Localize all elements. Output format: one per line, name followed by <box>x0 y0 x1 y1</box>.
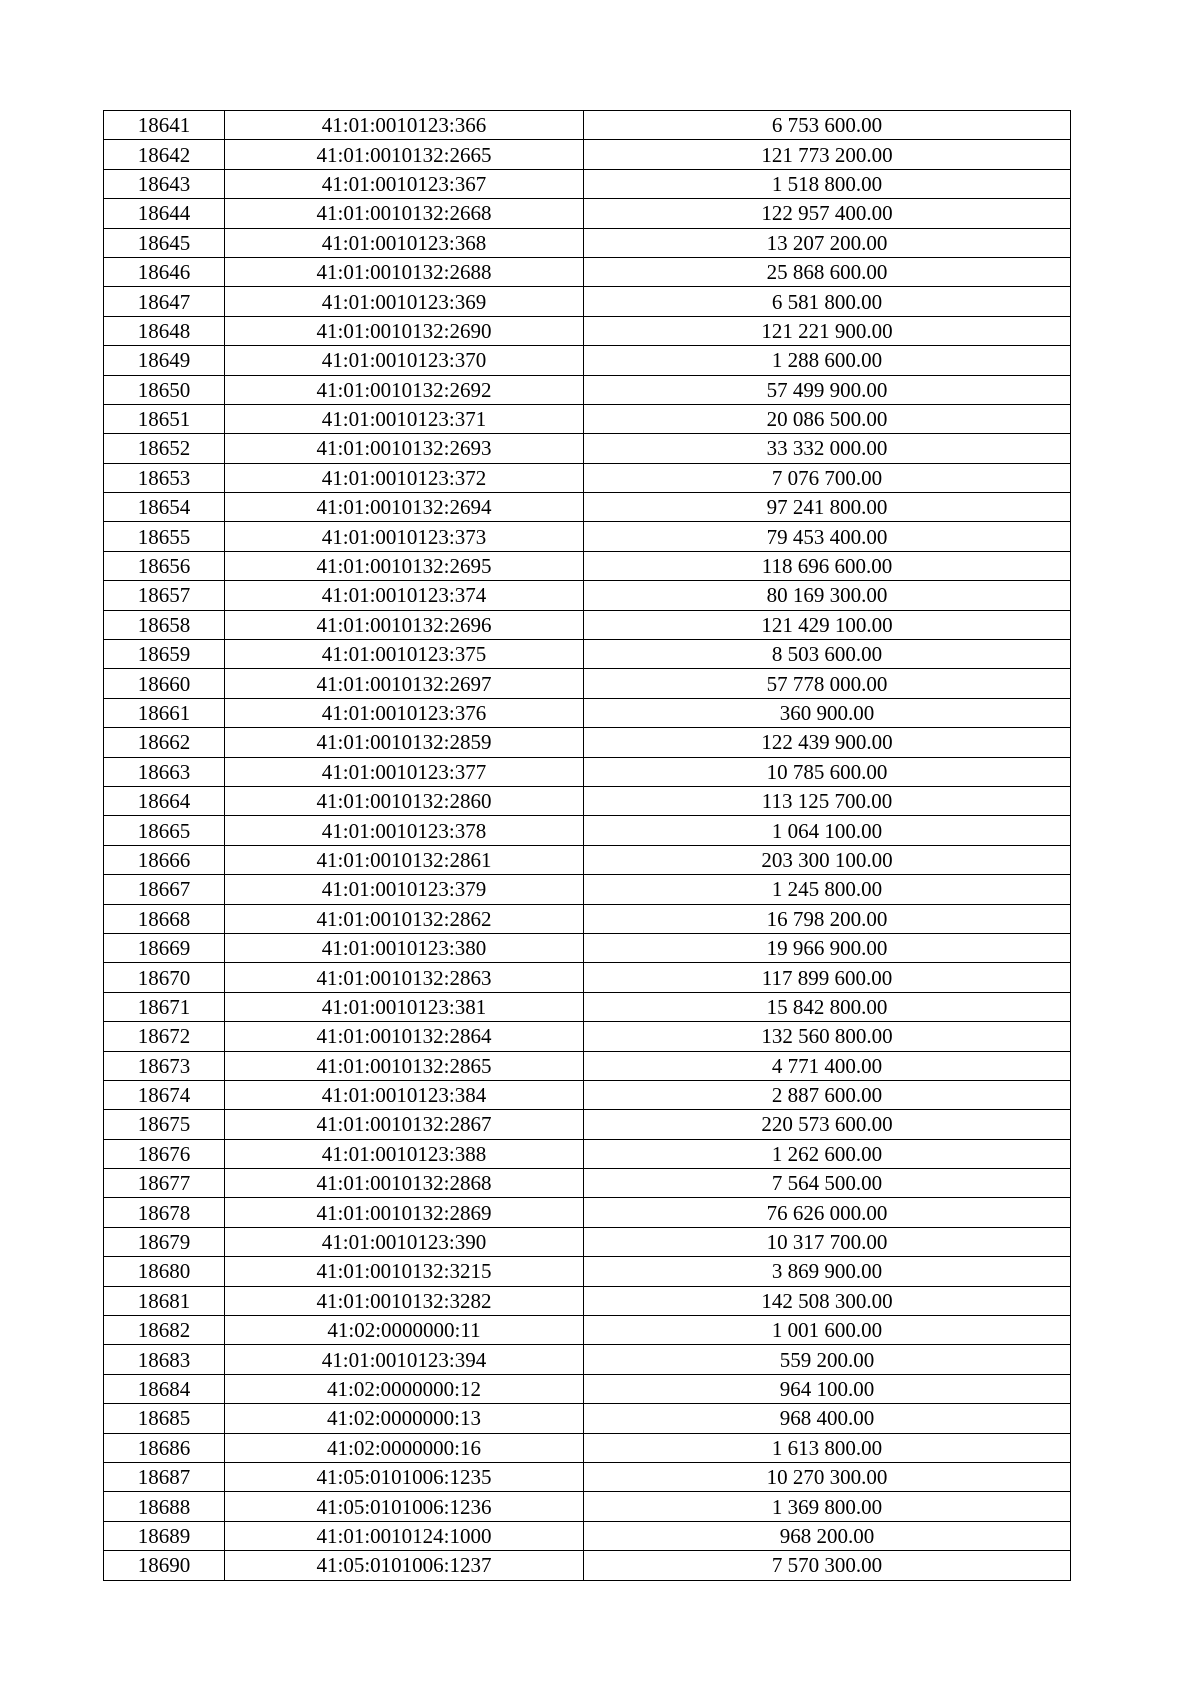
table-row <box>104 404 1071 433</box>
cadastral-value-cell: 10 270 300.00 <box>584 1462 1071 1491</box>
cadastral-value-cell: 121 429 100.00 <box>584 610 1071 639</box>
row-number-cell: 18659 <box>104 640 225 669</box>
row-number-cell: 18667 <box>104 875 225 904</box>
cadastral-value-cell: 1 001 600.00 <box>584 1316 1071 1345</box>
table-row <box>104 346 1071 375</box>
cadastral-number-cell: 41:01:0010132:2864 <box>225 1022 584 1051</box>
cadastral-number-cell: 41:01:0010123:376 <box>225 698 584 727</box>
row-number-cell: 18686 <box>104 1433 225 1462</box>
cadastral-value-cell: 4 771 400.00 <box>584 1051 1071 1080</box>
table-row <box>104 434 1071 463</box>
cadastral-value-cell: 117 899 600.00 <box>584 963 1071 992</box>
row-number-cell: 18678 <box>104 1198 225 1227</box>
cadastral-value-cell: 142 508 300.00 <box>584 1286 1071 1315</box>
cadastral-number-cell: 41:01:0010123:374 <box>225 581 584 610</box>
row-number-cell: 18665 <box>104 816 225 845</box>
table-row <box>104 140 1071 169</box>
row-number-cell: 18652 <box>104 434 225 463</box>
cadastral-value-cell: 7 076 700.00 <box>584 463 1071 492</box>
row-number-cell: 18681 <box>104 1286 225 1315</box>
table-row <box>104 640 1071 669</box>
table-row <box>104 257 1071 286</box>
cadastral-value-cell: 76 626 000.00 <box>584 1198 1071 1227</box>
row-number-cell: 18679 <box>104 1227 225 1256</box>
cadastral-value-cell: 13 207 200.00 <box>584 228 1071 257</box>
table-row <box>104 610 1071 639</box>
cadastral-value-cell: 57 778 000.00 <box>584 669 1071 698</box>
row-number-cell: 18664 <box>104 786 225 815</box>
cadastral-value-cell: 1 518 800.00 <box>584 169 1071 198</box>
row-number-cell: 18644 <box>104 199 225 228</box>
cadastral-number-cell: 41:01:0010132:2697 <box>225 669 584 698</box>
cadastral-value-cell: 559 200.00 <box>584 1345 1071 1374</box>
table-row <box>104 1286 1071 1315</box>
cadastral-value-cell: 203 300 100.00 <box>584 845 1071 874</box>
row-number-cell: 18674 <box>104 1080 225 1109</box>
row-number-cell: 18648 <box>104 316 225 345</box>
row-number-cell: 18663 <box>104 757 225 786</box>
cadastral-value-cell: 220 573 600.00 <box>584 1110 1071 1139</box>
cadastral-number-cell: 41:01:0010132:2693 <box>225 434 584 463</box>
cadastral-value-cell: 968 400.00 <box>584 1404 1071 1433</box>
row-number-cell: 18642 <box>104 140 225 169</box>
table-row <box>104 1433 1071 1462</box>
cadastral-number-cell: 41:01:0010123:384 <box>225 1080 584 1109</box>
cadastral-value-cell: 7 564 500.00 <box>584 1169 1071 1198</box>
cadastral-number-cell: 41:01:0010123:373 <box>225 522 584 551</box>
table-row <box>104 1198 1071 1227</box>
table-row <box>104 316 1071 345</box>
row-number-cell: 18641 <box>104 111 225 140</box>
cadastral-value-cell: 97 241 800.00 <box>584 493 1071 522</box>
row-number-cell: 18657 <box>104 581 225 610</box>
cadastral-number-cell: 41:02:0000000:12 <box>225 1374 584 1403</box>
row-number-cell: 18655 <box>104 522 225 551</box>
cadastral-value-cell: 6 581 800.00 <box>584 287 1071 316</box>
cadastral-number-cell: 41:01:0010132:3215 <box>225 1257 584 1286</box>
cadastral-number-cell: 41:01:0010123:366 <box>225 111 584 140</box>
table-row <box>104 1492 1071 1521</box>
cadastral-value-cell: 1 245 800.00 <box>584 875 1071 904</box>
cadastral-number-cell: 41:01:0010123:378 <box>225 816 584 845</box>
table-row <box>104 1316 1071 1345</box>
cadastral-number-cell: 41:01:0010132:2869 <box>225 1198 584 1227</box>
table-body <box>104 111 1071 1581</box>
row-number-cell: 18687 <box>104 1462 225 1491</box>
table-row <box>104 669 1071 698</box>
cadastral-number-cell: 41:01:0010123:369 <box>225 287 584 316</box>
cadastral-number-cell: 41:02:0000000:11 <box>225 1316 584 1345</box>
table-row <box>104 493 1071 522</box>
cadastral-value-cell: 1 613 800.00 <box>584 1433 1071 1462</box>
row-number-cell: 18683 <box>104 1345 225 1374</box>
row-number-cell: 18684 <box>104 1374 225 1403</box>
table-row <box>104 963 1071 992</box>
cadastral-number-cell: 41:01:0010123:370 <box>225 346 584 375</box>
cadastral-number-cell: 41:01:0010123:371 <box>225 404 584 433</box>
table-row <box>104 786 1071 815</box>
cadastral-number-cell: 41:01:0010132:2859 <box>225 728 584 757</box>
cadastral-number-cell: 41:05:0101006:1235 <box>225 1462 584 1491</box>
cadastral-number-cell: 41:01:0010123:394 <box>225 1345 584 1374</box>
cadastral-value-cell: 122 957 400.00 <box>584 199 1071 228</box>
cadastral-value-cell: 79 453 400.00 <box>584 522 1071 551</box>
cadastral-number-cell: 41:01:0010132:2696 <box>225 610 584 639</box>
cadastral-number-cell: 41:01:0010123:380 <box>225 933 584 962</box>
cadastral-value-cell: 16 798 200.00 <box>584 904 1071 933</box>
row-number-cell: 18661 <box>104 698 225 727</box>
cadastral-value-table <box>103 110 1071 1581</box>
cadastral-value-cell: 2 887 600.00 <box>584 1080 1071 1109</box>
cadastral-number-cell: 41:01:0010132:2868 <box>225 1169 584 1198</box>
cadastral-number-cell: 41:01:0010132:2668 <box>225 199 584 228</box>
table-row <box>104 169 1071 198</box>
cadastral-number-cell: 41:01:0010132:2665 <box>225 140 584 169</box>
cadastral-value-cell: 118 696 600.00 <box>584 551 1071 580</box>
table-row <box>104 228 1071 257</box>
cadastral-value-cell: 80 169 300.00 <box>584 581 1071 610</box>
cadastral-number-cell: 41:01:0010132:2861 <box>225 845 584 874</box>
table-row <box>104 875 1071 904</box>
table-row <box>104 992 1071 1021</box>
cadastral-number-cell: 41:01:0010132:2695 <box>225 551 584 580</box>
cadastral-value-cell: 3 869 900.00 <box>584 1257 1071 1286</box>
table-row <box>104 199 1071 228</box>
row-number-cell: 18688 <box>104 1492 225 1521</box>
cadastral-number-cell: 41:02:0000000:16 <box>225 1433 584 1462</box>
table-row <box>104 463 1071 492</box>
row-number-cell: 18656 <box>104 551 225 580</box>
row-number-cell: 18680 <box>104 1257 225 1286</box>
row-number-cell: 18690 <box>104 1551 225 1580</box>
cadastral-value-cell: 121 221 900.00 <box>584 316 1071 345</box>
cadastral-value-cell: 1 262 600.00 <box>584 1139 1071 1168</box>
row-number-cell: 18689 <box>104 1521 225 1550</box>
cadastral-number-cell: 41:01:0010123:381 <box>225 992 584 1021</box>
table-row <box>104 581 1071 610</box>
row-number-cell: 18662 <box>104 728 225 757</box>
table-row <box>104 1169 1071 1198</box>
cadastral-number-cell: 41:01:0010132:2690 <box>225 316 584 345</box>
row-number-cell: 18669 <box>104 933 225 962</box>
row-number-cell: 18660 <box>104 669 225 698</box>
row-number-cell: 18677 <box>104 1169 225 1198</box>
table-row <box>104 1374 1071 1403</box>
table-row <box>104 1257 1071 1286</box>
table-row <box>104 904 1071 933</box>
cadastral-value-cell: 6 753 600.00 <box>584 111 1071 140</box>
cadastral-value-cell: 360 900.00 <box>584 698 1071 727</box>
row-number-cell: 18643 <box>104 169 225 198</box>
table-row <box>104 1080 1071 1109</box>
cadastral-number-cell: 41:01:0010123:368 <box>225 228 584 257</box>
table-row <box>104 1404 1071 1433</box>
row-number-cell: 18671 <box>104 992 225 1021</box>
cadastral-value-cell: 25 868 600.00 <box>584 257 1071 286</box>
cadastral-number-cell: 41:05:0101006:1237 <box>225 1551 584 1580</box>
table-row <box>104 1521 1071 1550</box>
cadastral-value-cell: 964 100.00 <box>584 1374 1071 1403</box>
table-row <box>104 698 1071 727</box>
cadastral-number-cell: 41:01:0010132:2862 <box>225 904 584 933</box>
cadastral-value-cell: 10 317 700.00 <box>584 1227 1071 1256</box>
row-number-cell: 18675 <box>104 1110 225 1139</box>
row-number-cell: 18672 <box>104 1022 225 1051</box>
cadastral-number-cell: 41:01:0010132:2692 <box>225 375 584 404</box>
cadastral-number-cell: 41:01:0010123:390 <box>225 1227 584 1256</box>
cadastral-number-cell: 41:01:0010132:2860 <box>225 786 584 815</box>
row-number-cell: 18645 <box>104 228 225 257</box>
table-row <box>104 1551 1071 1580</box>
table-row <box>104 1110 1071 1139</box>
cadastral-value-cell: 968 200.00 <box>584 1521 1071 1550</box>
table-row <box>104 1345 1071 1374</box>
cadastral-number-cell: 41:01:0010132:2867 <box>225 1110 584 1139</box>
cadastral-value-cell: 1 288 600.00 <box>584 346 1071 375</box>
cadastral-number-cell: 41:05:0101006:1236 <box>225 1492 584 1521</box>
cadastral-number-cell: 41:01:0010132:2694 <box>225 493 584 522</box>
cadastral-value-cell: 1 064 100.00 <box>584 816 1071 845</box>
cadastral-number-cell: 41:01:0010132:2688 <box>225 257 584 286</box>
cadastral-value-cell: 113 125 700.00 <box>584 786 1071 815</box>
table-row <box>104 845 1071 874</box>
table-row <box>104 1022 1071 1051</box>
cadastral-number-cell: 41:01:0010123:379 <box>225 875 584 904</box>
cadastral-value-cell: 7 570 300.00 <box>584 1551 1071 1580</box>
cadastral-value-cell: 19 966 900.00 <box>584 933 1071 962</box>
table-row <box>104 1227 1071 1256</box>
cadastral-value-cell: 8 503 600.00 <box>584 640 1071 669</box>
row-number-cell: 18654 <box>104 493 225 522</box>
table-row <box>104 757 1071 786</box>
table-row <box>104 111 1071 140</box>
cadastral-value-cell: 20 086 500.00 <box>584 404 1071 433</box>
table-row <box>104 816 1071 845</box>
cadastral-value-cell: 10 785 600.00 <box>584 757 1071 786</box>
row-number-cell: 18658 <box>104 610 225 639</box>
table-row <box>104 551 1071 580</box>
row-number-cell: 18646 <box>104 257 225 286</box>
row-number-cell: 18650 <box>104 375 225 404</box>
cadastral-value-cell: 132 560 800.00 <box>584 1022 1071 1051</box>
row-number-cell: 18668 <box>104 904 225 933</box>
row-number-cell: 18647 <box>104 287 225 316</box>
table-row <box>104 1462 1071 1491</box>
cadastral-value-cell: 15 842 800.00 <box>584 992 1071 1021</box>
cadastral-number-cell: 41:02:0000000:13 <box>225 1404 584 1433</box>
row-number-cell: 18649 <box>104 346 225 375</box>
row-number-cell: 18676 <box>104 1139 225 1168</box>
cadastral-value-cell: 1 369 800.00 <box>584 1492 1071 1521</box>
table-row <box>104 375 1071 404</box>
cadastral-value-cell: 57 499 900.00 <box>584 375 1071 404</box>
cadastral-value-cell: 121 773 200.00 <box>584 140 1071 169</box>
row-number-cell: 18666 <box>104 845 225 874</box>
table-row <box>104 933 1071 962</box>
cadastral-number-cell: 41:01:0010123:372 <box>225 463 584 492</box>
row-number-cell: 18673 <box>104 1051 225 1080</box>
table-row <box>104 522 1071 551</box>
cadastral-number-cell: 41:01:0010124:1000 <box>225 1521 584 1550</box>
cadastral-number-cell: 41:01:0010123:367 <box>225 169 584 198</box>
cadastral-number-cell: 41:01:0010123:377 <box>225 757 584 786</box>
row-number-cell: 18682 <box>104 1316 225 1345</box>
row-number-cell: 18653 <box>104 463 225 492</box>
cadastral-number-cell: 41:01:0010123:388 <box>225 1139 584 1168</box>
table-row <box>104 1051 1071 1080</box>
cadastral-number-cell: 41:01:0010132:2863 <box>225 963 584 992</box>
table-row <box>104 1139 1071 1168</box>
table-row <box>104 728 1071 757</box>
row-number-cell: 18651 <box>104 404 225 433</box>
table-row <box>104 287 1071 316</box>
cadastral-value-cell: 33 332 000.00 <box>584 434 1071 463</box>
row-number-cell: 18685 <box>104 1404 225 1433</box>
row-number-cell: 18670 <box>104 963 225 992</box>
cadastral-value-cell: 122 439 900.00 <box>584 728 1071 757</box>
cadastral-number-cell: 41:01:0010132:3282 <box>225 1286 584 1315</box>
cadastral-number-cell: 41:01:0010132:2865 <box>225 1051 584 1080</box>
cadastral-number-cell: 41:01:0010123:375 <box>225 640 584 669</box>
